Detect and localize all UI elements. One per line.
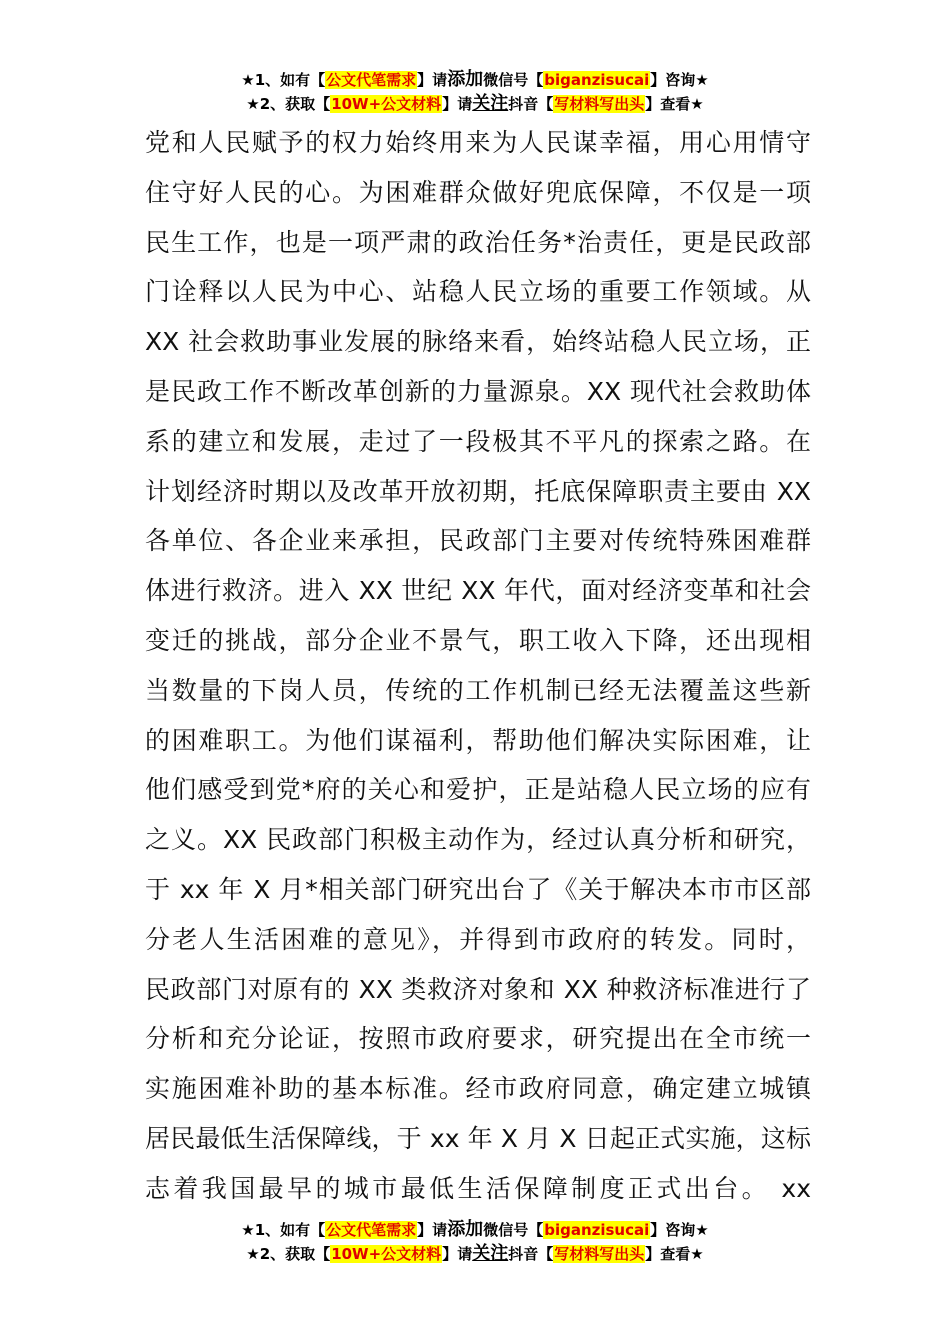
banner-line-1-highlight-wechat: biganzisucai: [544, 71, 650, 89]
body-line: 是民政工作不断改革创新的力量源泉。XX 现代社会救助体: [145, 376, 811, 406]
body-line: 各单位、各企业来承担，民政部门主要对传统特殊困难群: [145, 526, 811, 556]
body-line: XX 社会救助事业发展的脉络来看，始终站稳人民立场，正: [145, 327, 811, 357]
banner-line-2-prefix: ★2、获取【: [246, 95, 331, 113]
footer-line-1-highlight-wechat: biganzisucai: [544, 1221, 650, 1239]
banner-line-2-mid2: 抖音【: [508, 95, 554, 113]
footer-line-1-emphasis: 添加: [447, 1219, 484, 1240]
banner-line-2-highlight-douyin: 写材料写出头: [554, 95, 645, 113]
banner-line-1-suffix: 】咨询★: [650, 71, 709, 89]
body-line: 志着我国最早的城市最低生活保障制度正式出台。 xx: [145, 1173, 811, 1203]
body-line: 分老人生活困难的意见》，并得到市政府的转发。同时，: [145, 924, 811, 954]
footer-line-1-prefix: ★1、如有【: [241, 1221, 326, 1239]
document-body: [145, 118, 811, 1214]
footer-banner-line-1: [0, 1218, 950, 1242]
footer-line-2-suffix: 】查看★: [645, 1245, 704, 1263]
banner-line-1-highlight-service: 公文代笔需求: [326, 71, 417, 89]
header-banner: [0, 68, 950, 116]
body-line: 于 xx 年 X 月*相关部门研究出台了《关于解决本市市区部: [145, 874, 811, 904]
body-line: 分析和充分论证，按照市政府要求，研究提出在全市统一: [145, 1024, 811, 1054]
banner-line-1: [0, 68, 950, 92]
body-line: 的困难职工。为他们谋福利，帮助他们解决实际困难，让: [145, 725, 811, 755]
banner-line-2-mid: 】请: [442, 95, 473, 113]
footer-line-2-highlight-materials: 10W+公文材料: [331, 1245, 442, 1263]
body-line: 民政部门对原有的 XX 类救济对象和 XX 种救济标准进行了: [145, 974, 811, 1004]
body-line: 居民最低生活保障线，于 xx 年 X 月 X 日起正式实施，这标: [145, 1123, 811, 1153]
footer-line-1-highlight-service: 公文代笔需求: [326, 1221, 417, 1239]
body-line: 实施困难补助的基本标准。经市政府同意，确定建立城镇: [145, 1074, 811, 1104]
banner-line-2-emphasis: 关注: [472, 93, 509, 114]
body-line: 系的建立和发展，走过了一段极其不平凡的探索之路。在: [145, 426, 811, 456]
banner-line-2-suffix: 】查看★: [645, 95, 704, 113]
footer-line-1-suffix: 】咨询★: [650, 1221, 709, 1239]
body-line: 变迁的挑战，部分企业不景气，职工收入下降，还出现相: [145, 625, 811, 655]
banner-line-2: [0, 92, 950, 116]
body-line: 他们感受到党*府的关心和爱护，正是站稳人民立场的应有: [145, 775, 811, 805]
banner-line-1-mid: 】请: [417, 71, 448, 89]
body-line: 当数量的下岗人员，传统的工作机制已经无法覆盖这些新: [145, 675, 811, 705]
body-line: 之义。XX 民政部门积极主动作为，经过认真分析和研究，: [145, 825, 811, 855]
body-line: 党和人民赋予的权力始终用来为人民谋幸福，用心用情守: [145, 128, 811, 157]
body-line: 住守好人民的心。为困难群众做好兜底保障，不仅是一项: [145, 177, 811, 207]
body-line: 体进行救济。进入 XX 世纪 XX 年代，面对经济变革和社会: [145, 576, 811, 606]
banner-line-1-prefix: ★1、如有【: [241, 71, 326, 89]
footer-line-2-mid: 】请: [442, 1245, 473, 1263]
banner-line-2-highlight-materials: 10W+公文材料: [331, 95, 442, 113]
footer-line-2-highlight-douyin: 写材料写出头: [554, 1245, 645, 1263]
banner-line-1-emphasis: 添加: [447, 69, 484, 90]
footer-banner-line-2: [0, 1242, 950, 1266]
footer-line-1-mid2: 微信号【: [483, 1221, 544, 1239]
footer-banner: [0, 1218, 950, 1266]
footer-line-1-mid: 】请: [417, 1221, 448, 1239]
banner-line-1-mid2: 微信号【: [483, 71, 544, 89]
body-line: 计划经济时期以及改革开放初期，托底保障职责主要由 XX: [145, 476, 811, 506]
footer-line-2-prefix: ★2、获取【: [246, 1245, 331, 1263]
body-line: 民生工作，也是一项严肃的政治任务*治责任，更是民政部: [145, 227, 811, 257]
footer-line-2-emphasis: 关注: [472, 1243, 509, 1264]
footer-line-2-mid2: 抖音【: [508, 1245, 554, 1263]
body-line: 门诠释以人民为中心、站稳人民立场的重要工作领域。从: [145, 277, 811, 307]
